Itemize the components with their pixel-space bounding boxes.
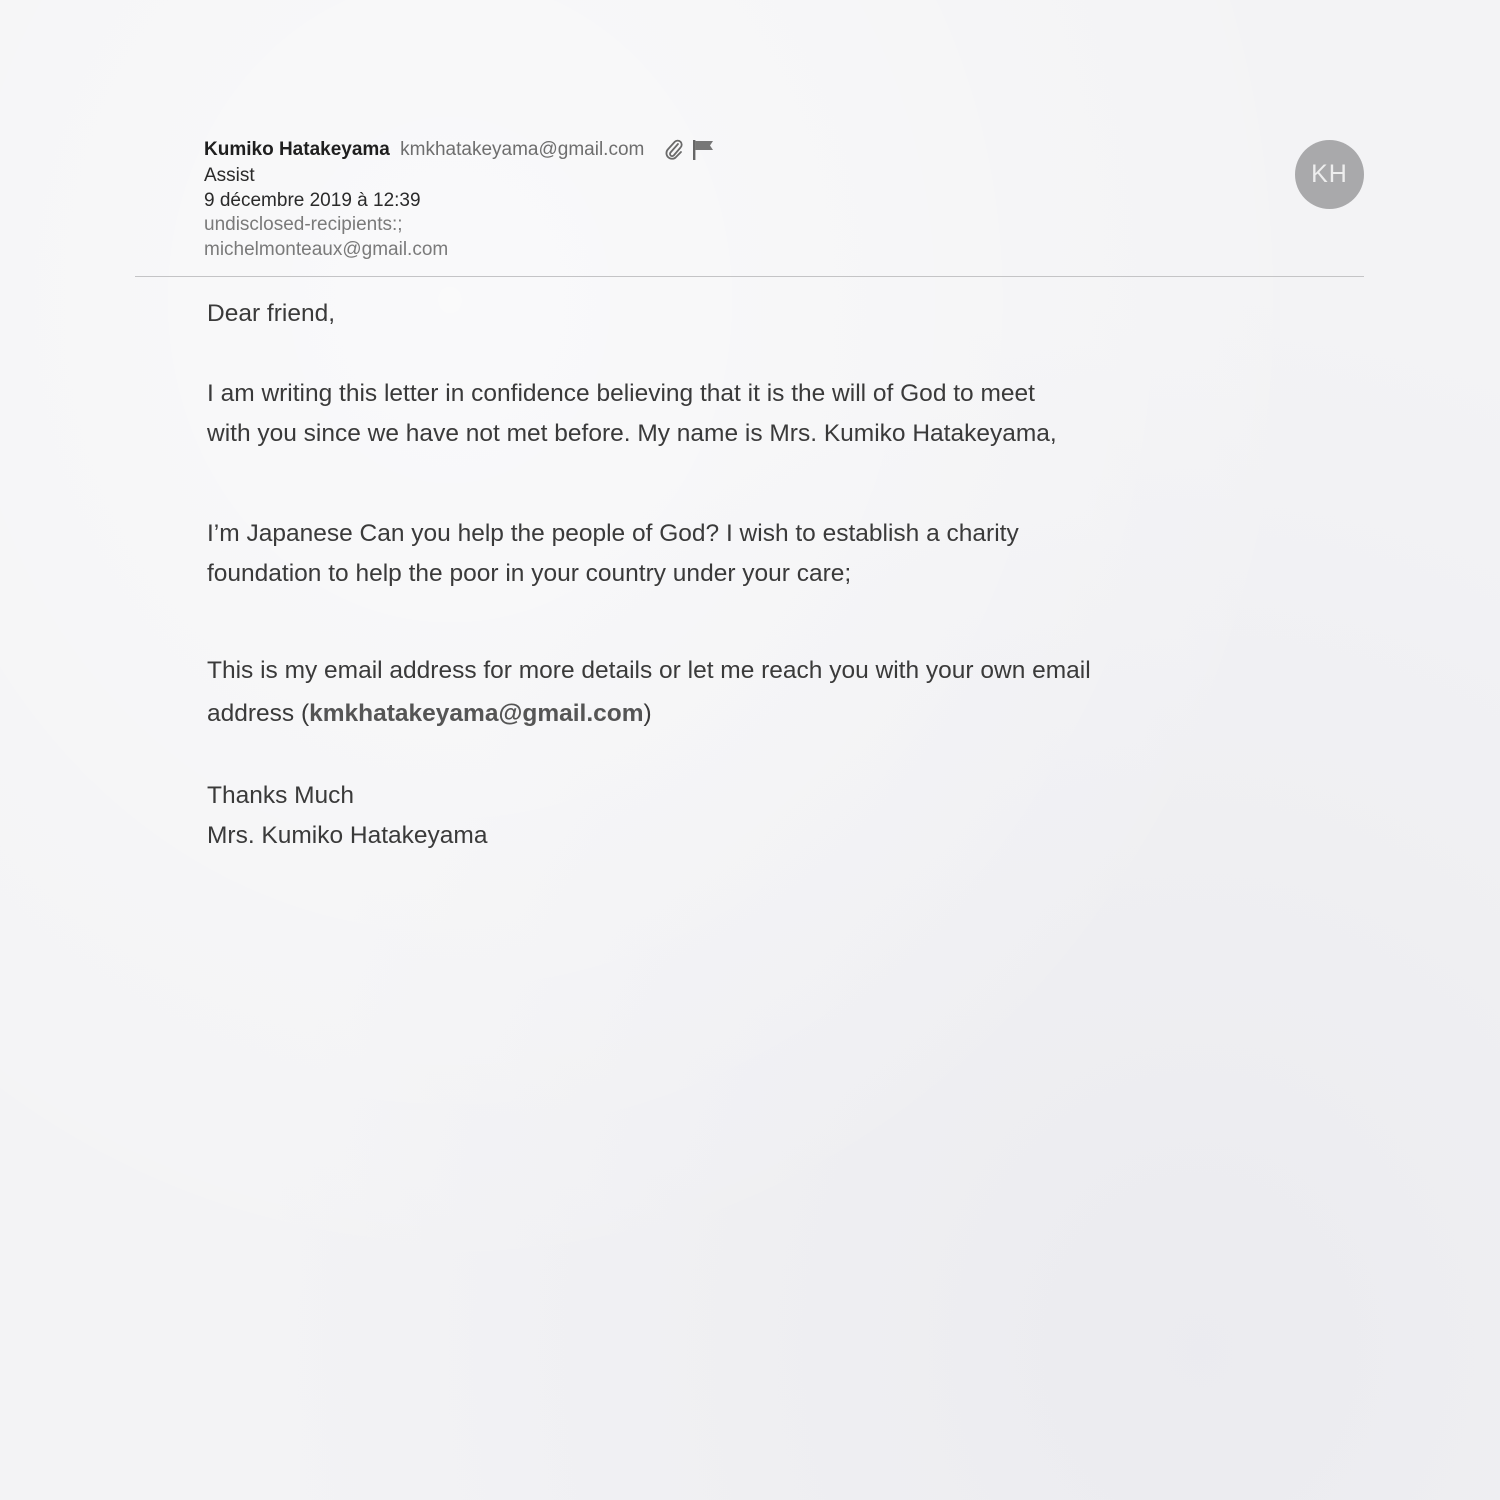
paperclip-icon [664, 139, 684, 161]
greeting: Dear friend, [207, 300, 336, 327]
from-value [204, 137, 717, 163]
paragraph-2-line-2: foundation to help the poor in your country under your care; [207, 560, 852, 587]
address-prefix: address ( [207, 700, 310, 727]
header-icons [664, 137, 717, 163]
date-value: 9 décembre 2019 à 12:39 [204, 190, 421, 211]
paragraph-1-line-2: with you since we have not met before. My name is Mrs. Kumiko Hatakeyama, [207, 420, 1057, 447]
paragraph-3-line-1: This is my email address for more details or let me reach you with your own email [207, 657, 1091, 684]
subject-value: Assist [204, 165, 255, 186]
bcc-value: michelmonteaux@gmail.com [204, 239, 449, 260]
contact-email-link[interactable]: kmkhatakeyama@gmail.com [309, 700, 644, 727]
sender-email: kmkhatakeyama@gmail.com [400, 139, 645, 161]
address-suffix: ) [643, 700, 652, 727]
header-divider [135, 276, 1364, 277]
paragraph-1-line-1: I am writing this letter in confidence believing that it is the will of God to meet [207, 380, 1035, 407]
closing: Thanks Much [207, 782, 355, 809]
paragraph-3-line-2 [207, 693, 652, 734]
sender-name: Kumiko Hatakeyama [204, 139, 390, 161]
signature: Mrs. Kumiko Hatakeyama [207, 822, 488, 849]
to-value: undisclosed-recipients:; [204, 214, 403, 235]
flag-icon [691, 139, 717, 161]
paragraph-2-line-1: I’m Japanese Can you help the people of God? I wish to establish a charity [207, 520, 1019, 547]
sender-avatar: KH [1295, 140, 1364, 209]
